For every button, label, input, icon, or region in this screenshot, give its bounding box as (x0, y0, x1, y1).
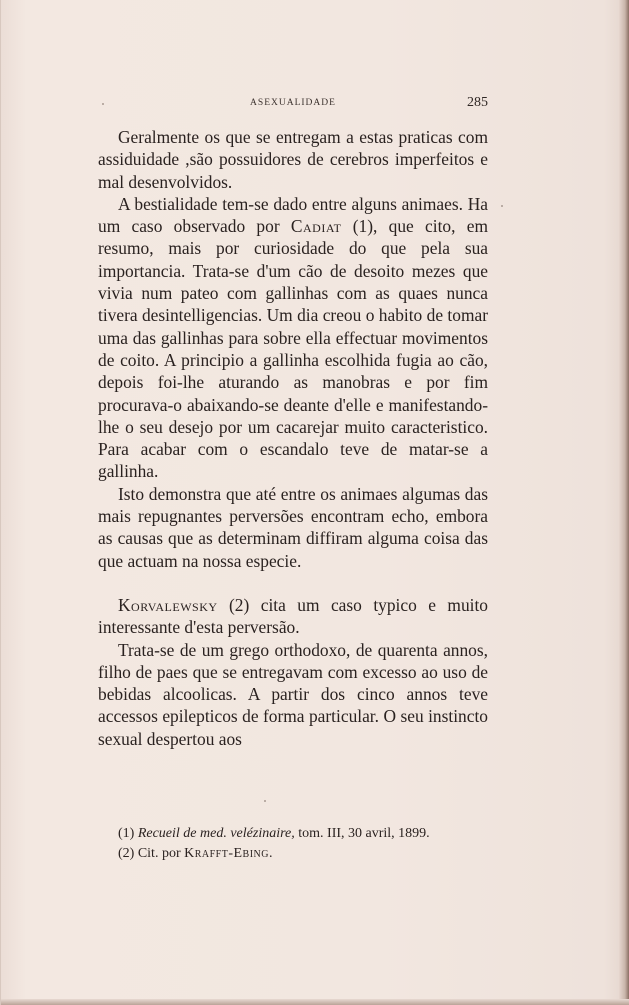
paper-speck (264, 800, 266, 802)
paper-speck (102, 103, 104, 105)
paragraph: A bestialidade tem-se dado entre alguns animaes. Ha um caso observado por Cadiat (1), que cito, em resumo, mais por curiosidade do que pela sua importancia. Trata-se d'um cão de desoito mezes que vivia num pateo com gallinhas com as quaes nunca tivera desintelligencias. Um dia creou o habito de tomar uma das gallinhas para sobre ella effectuar movimentos de coito. A principio a gallinha escolhida fugia ao cão, depois foi-lhe aturando as manobras e por fim procurava-o abaixando-se deante d'elle e manifestando-lhe o seu desejo por um cacarejar muito caracteristico. Para acabar com o escandalo teve de matar-se a gallinha. (98, 193, 488, 482)
running-title: ASEXUALIDADE (250, 98, 336, 108)
footnote-marker: (2) (118, 846, 135, 861)
author-name: Cadiat (290, 216, 342, 237)
author-name: Korvalewsky (118, 594, 218, 615)
body-text (98, 126, 488, 750)
page-edge-shadow (619, 0, 629, 1005)
running-header (118, 95, 488, 114)
page-bottom-edge (1, 999, 629, 1005)
paragraph: Korvalewsky (2) cita um caso typico e muito interessante d'esta perversão. (98, 594, 488, 638)
page-number: 285 (467, 95, 488, 110)
paragraph: Isto demonstra que até entre os animaes algumas das mais repugnantes perversões encontram echo, embora as causas que as determinam diffiram alguma coisa das que actuam na nossa especie. (98, 483, 488, 571)
author-name: Krafft-Ebing (184, 846, 269, 861)
paragraph: Trata-se de um grego orthodoxo, de quarenta annos, filho de paes que se entregavam com excesso ao uso de bebidas alcoolicas. A partir dos cinco annos teve accessos epilepticos de forma particular. O seu instincto sexual despertou aos (98, 639, 488, 749)
footnote: (1) Recueil de med. velézinaire, tom. III, 30 avril, 1899. (118, 826, 430, 841)
paragraph: Geralmente os que se entregam a estas praticas com assiduidade ,são possuidores de cerebros imperfeitos e mal desenvolvidos. (98, 127, 488, 192)
footnote-title: Recueil de med. velézinaire, (137, 826, 295, 841)
footnote: (2) Cit. por Krafft-Ebing. (118, 846, 273, 861)
footnotes (118, 824, 498, 864)
paper-speck (501, 205, 503, 207)
footnote-marker: (1) (118, 826, 135, 841)
